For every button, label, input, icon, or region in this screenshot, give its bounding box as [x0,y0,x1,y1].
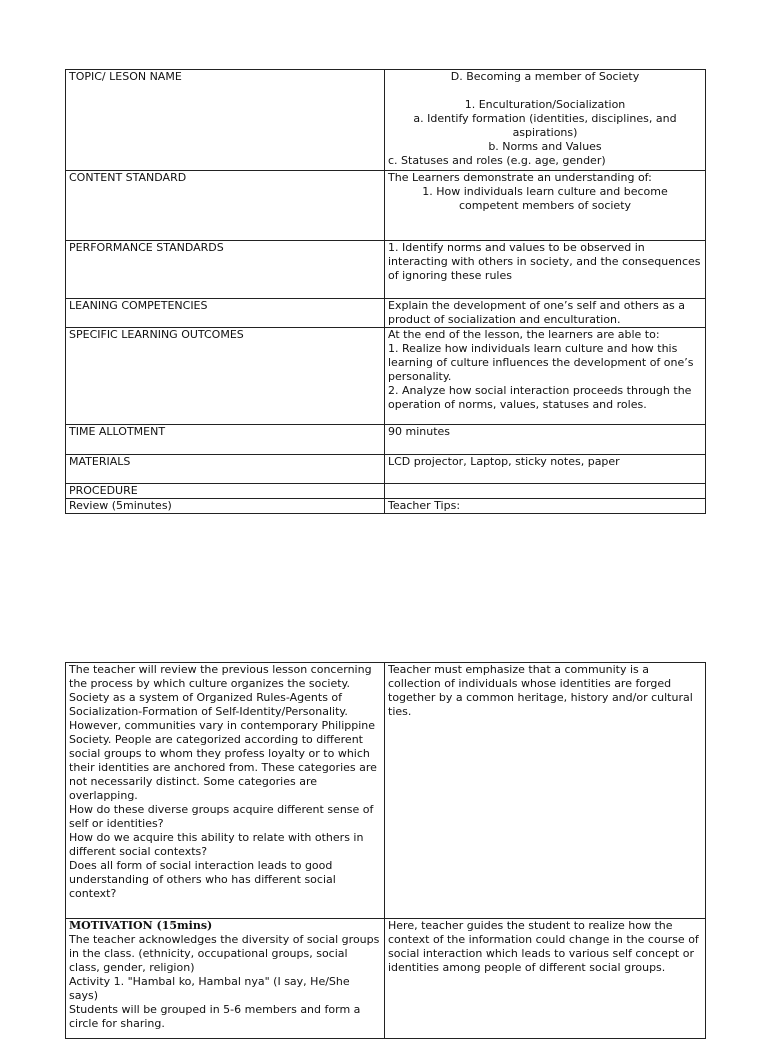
row-competencies [66,299,706,328]
topic-label: TOPIC/ LESON NAME [66,70,385,171]
outcomes-item-1: 1. Realize how individuals learn culture and how this learning of culture influences the development of one’s personality. [388,342,694,383]
outcomes-intro: At the end of the lesson, the learners are able to: [388,328,660,341]
materials-value: LCD projector, Laptop, sticky notes, paper [385,455,706,484]
review-paragraph: However, communities vary in contemporary Philippine Society. People are categorized according to different social groups to whom they profess loyalty or to which their identities are anchored from. These categories are not necessarily distinct. Some categories are overlapping. [69,719,377,802]
performance-standards-text: 1. Identify norms and values to be observed in interacting with others in society, and the consequences of ignoring these rules [385,241,706,299]
topic-content [385,70,706,171]
lesson-plan-table-bottom [65,662,706,1039]
row-outcomes [66,328,706,425]
content-standard-item-1: 1. How individuals learn culture and become competent members of society [422,185,668,212]
motivation-paragraph-3: Students will be grouped in 5-6 members and form a circle for sharing. [69,1003,361,1030]
row-materials [66,455,706,484]
review-question: Does all form of social interaction leads to good understanding of others who has different social context? [69,859,336,900]
competencies-label: LEANING COMPETENCIES [66,299,385,328]
content-standard-content [385,171,706,241]
row-review [66,499,706,514]
topic-item-a: a. Identify formation (identities, disciplines, and aspirations) [413,112,677,139]
review-question: How do we acquire this ability to relate with others in different social contexts? [69,831,364,858]
row-performance-standards [66,241,706,299]
review-teacher-tip: Teacher must emphasize that a community is a collection of individuals whose identities are forged together by a common heritage, history and/or cultural ties. [385,663,706,919]
motivation-paragraph-2: Activity 1. "Hambal ko, Hambal nya" (I say, He/She says) [69,975,350,1002]
review-question: How do these diverse groups acquire different sense of self or identities? [69,803,374,830]
row-time [66,425,706,455]
competencies-text: Explain the development of one’s self and others as a product of socialization and enculturation. [385,299,706,328]
topic-title: D. Becoming a member of Society [450,70,640,83]
materials-label: MATERIALS [66,455,385,484]
topic-item-c: c. Statuses and roles (e.g. age, gender) [388,154,606,167]
row-review-body [66,663,706,919]
outcomes-label: SPECIFIC LEARNING OUTCOMES [66,328,385,425]
row-procedure [66,484,706,499]
outcomes-content [385,328,706,425]
review-label: Review (5minutes) [66,499,385,514]
time-label: TIME ALLOTMENT [66,425,385,455]
lesson-plan-table-top [65,69,706,514]
procedure-value [385,484,706,499]
row-motivation [66,919,706,1039]
row-topic [66,70,706,171]
outcomes-item-2: 2. Analyze how social interaction proceeds through the operation of norms, values, statuses and roles. [388,384,692,411]
topic-item-1: 1. Enculturation/Socialization [464,98,626,111]
review-value: Teacher Tips: [385,499,706,514]
row-content-standard [66,171,706,241]
procedure-label: PROCEDURE [66,484,385,499]
motivation-paragraph-1: The teacher acknowledges the diversity of social groups in the class. (ethnicity, occupational groups, social class, gender, religion) [69,933,380,974]
performance-standards-label: PERFORMANCE STANDARDS [66,241,385,299]
content-standard-label: CONTENT STANDARD [66,171,385,241]
motivation-content [66,919,385,1039]
motivation-heading: MOTIVATION (15mins) [69,919,213,932]
topic-item-b: b. Norms and Values [488,140,602,153]
content-standard-intro: The Learners demonstrate an understanding of: [388,171,652,184]
motivation-teacher-tip: Here, teacher guides the student to realize how the context of the information could change in the course of social interaction which leads to various self concept or identities among people of different social groups. [385,919,706,1039]
review-body [66,663,385,919]
time-value: 90 minutes [385,425,706,455]
review-paragraph: The teacher will review the previous lesson concerning the process by which culture organizes the society. Society as a system of Organized Rules-Agents of Socialization-Formation of Self-Identity/Personality. [69,663,372,718]
